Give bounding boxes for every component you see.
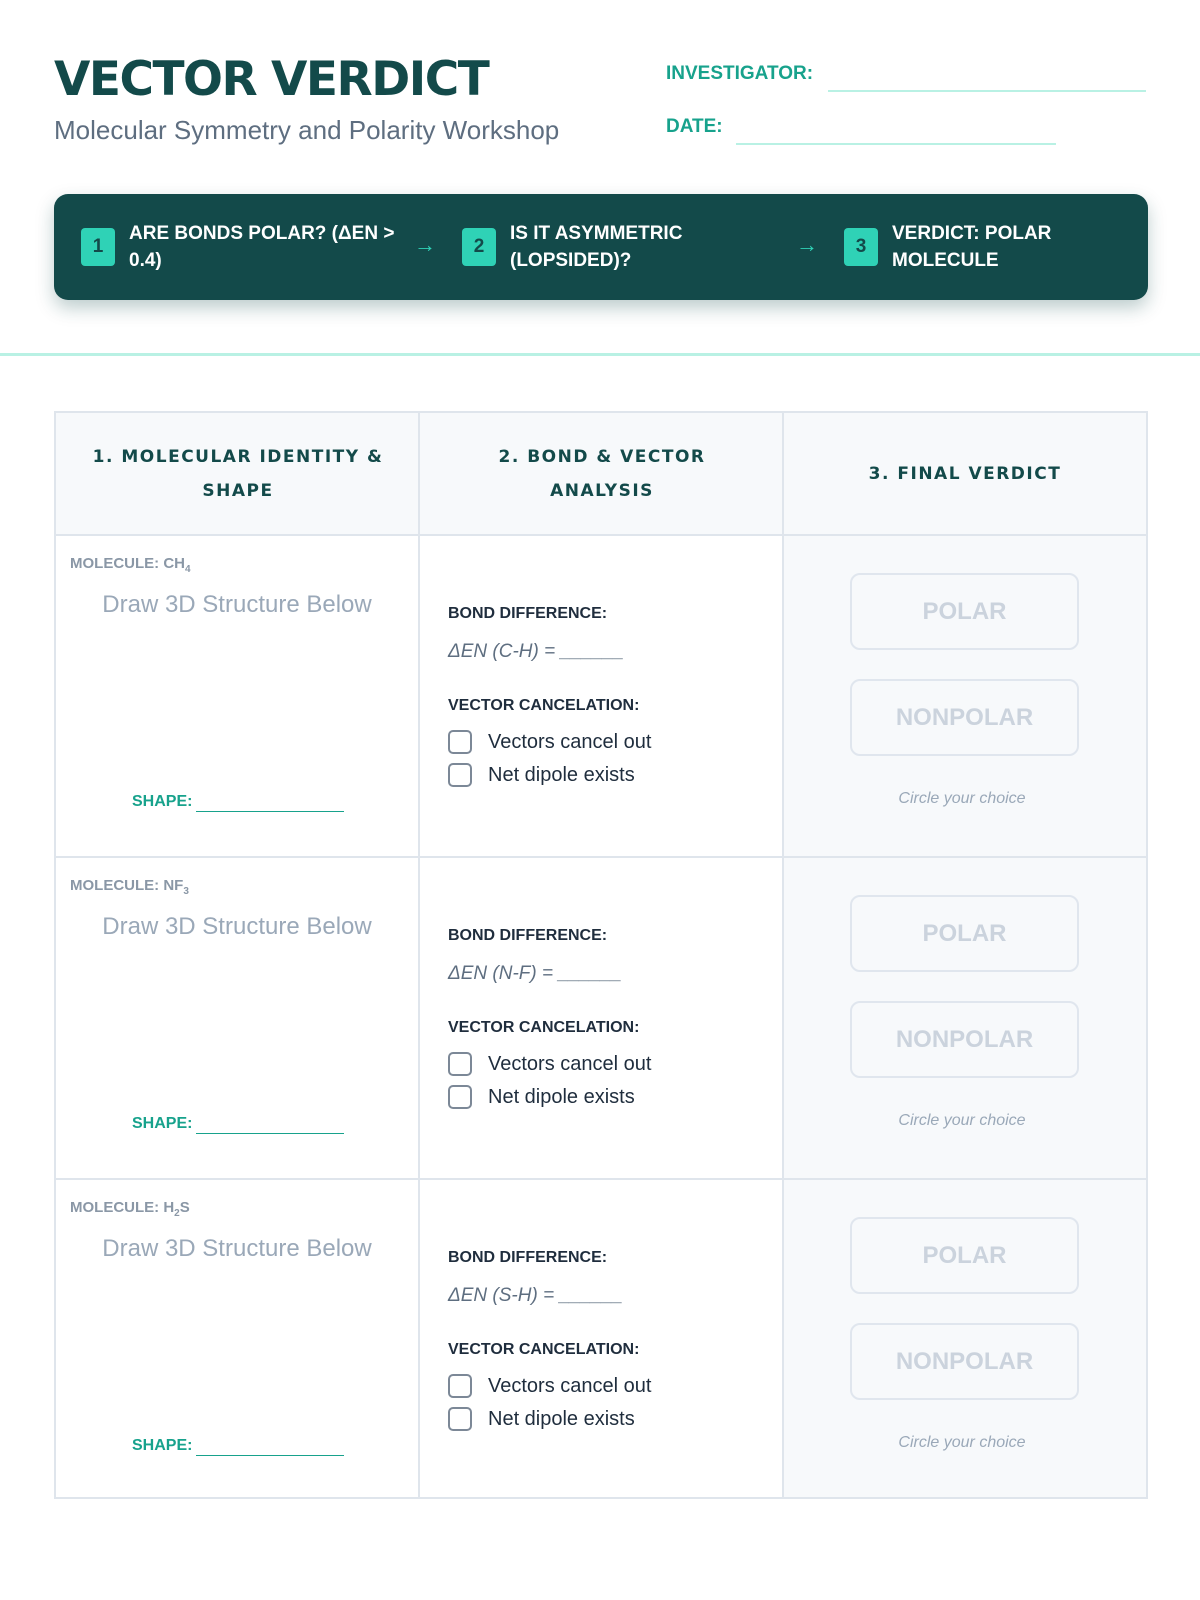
worksheet-table: [54, 411, 1148, 1499]
shape-field[interactable]: [196, 1455, 344, 1456]
section-divider: [0, 353, 1200, 356]
page-subtitle: Molecular Symmetry and Polarity Workshop: [54, 115, 560, 145]
shape-label: SHAPE:: [132, 1437, 193, 1454]
draw-structure-area[interactable]: Draw 3D Structure Below: [102, 591, 372, 618]
checkbox[interactable]: [448, 1407, 472, 1431]
step-1: [81, 194, 399, 300]
vector-cancelation-label: VECTOR CANCELATION:: [448, 697, 640, 714]
shape-field[interactable]: [196, 811, 344, 812]
step-number-badge: 2: [462, 228, 496, 266]
date-field[interactable]: [736, 143, 1056, 145]
option-net-dipole[interactable]: Net dipole exists: [448, 763, 635, 787]
step-label: ARE BONDS POLAR? (ΔEN > 0.4): [129, 223, 395, 271]
polar-choice[interactable]: POLAR: [850, 895, 1079, 972]
arrow-right-icon: →: [414, 232, 436, 257]
vector-cancelation-label: VECTOR CANCELATION:: [448, 1341, 640, 1358]
table-row: [56, 1179, 1146, 1497]
polar-choice[interactable]: POLAR: [850, 573, 1079, 650]
option-net-dipole[interactable]: Net dipole exists: [448, 1085, 635, 1109]
step-number-badge: 1: [81, 228, 115, 266]
circle-choice-note: Circle your choice: [898, 1434, 1026, 1451]
option-net-dipole[interactable]: Net dipole exists: [448, 1407, 635, 1431]
option-vectors-cancel[interactable]: Vectors cancel out: [448, 1374, 651, 1398]
draw-structure-area[interactable]: Draw 3D Structure Below: [102, 1235, 372, 1262]
circle-choice-note: Circle your choice: [898, 790, 1026, 807]
checkbox[interactable]: [448, 730, 472, 754]
arrow-right-icon: →: [796, 232, 818, 257]
bond-difference-label: BOND DIFFERENCE:: [448, 605, 608, 622]
bond-difference-label: BOND DIFFERENCE:: [448, 1249, 608, 1266]
checkbox[interactable]: [448, 763, 472, 787]
step-label: IS IT ASYMMETRIC (LOPSIDED)?: [510, 223, 683, 271]
investigator-label: INVESTIGATOR:: [666, 63, 814, 84]
molecule-label: MOLECULE: $NF_3$: [70, 877, 189, 897]
date-label: DATE:: [666, 116, 723, 137]
step-number-badge: 3: [844, 228, 878, 266]
molecule-label: MOLECULE: $H_2S$: [70, 1199, 190, 1219]
table-row: [56, 535, 1146, 857]
bond-difference-label: BOND DIFFERENCE:: [448, 927, 608, 944]
step-label: VERDICT: POLAR MOLECULE: [892, 223, 1052, 271]
nonpolar-choice[interactable]: NONPOLAR: [850, 679, 1079, 756]
bond-difference-field[interactable]: ΔEN (C-H) = ______: [448, 641, 624, 662]
nonpolar-choice[interactable]: NONPOLAR: [850, 1323, 1079, 1400]
shape-field[interactable]: [196, 1133, 344, 1134]
page-title: VECTOR VERDICT: [54, 52, 489, 107]
vector-cancelation-label: VECTOR CANCELATION:: [448, 1019, 640, 1036]
checkbox[interactable]: [448, 1085, 472, 1109]
option-vectors-cancel[interactable]: Vectors cancel out: [448, 730, 651, 754]
nonpolar-choice[interactable]: NONPOLAR: [850, 1001, 1079, 1078]
molecule-label: MOLECULE: $CH_4$: [70, 555, 191, 575]
option-vectors-cancel[interactable]: Vectors cancel out: [448, 1052, 651, 1076]
checkbox[interactable]: [448, 1374, 472, 1398]
draw-structure-area[interactable]: Draw 3D Structure Below: [102, 913, 372, 940]
step-2: [462, 194, 780, 300]
bond-difference-field[interactable]: ΔEN (S-H) = ______: [448, 1285, 623, 1306]
investigator-field[interactable]: [828, 90, 1146, 92]
bond-difference-field[interactable]: ΔEN (N-F) = ______: [448, 963, 622, 984]
step-3: [844, 194, 1162, 300]
column-header-identity: 1. MOLECULAR IDENTITY & SHAPE: [56, 413, 420, 535]
decision-steps-banner: [54, 194, 1148, 300]
shape-label: SHAPE:: [132, 793, 193, 810]
circle-choice-note: Circle your choice: [898, 1112, 1026, 1129]
shape-label: SHAPE:: [132, 1115, 193, 1132]
polar-choice[interactable]: POLAR: [850, 1217, 1079, 1294]
table-row: [56, 857, 1146, 1179]
column-header-analysis: 2. BOND & VECTOR ANALYSIS: [420, 413, 784, 535]
column-header-verdict: 3. FINAL VERDICT: [784, 413, 1146, 535]
checkbox[interactable]: [448, 1052, 472, 1076]
